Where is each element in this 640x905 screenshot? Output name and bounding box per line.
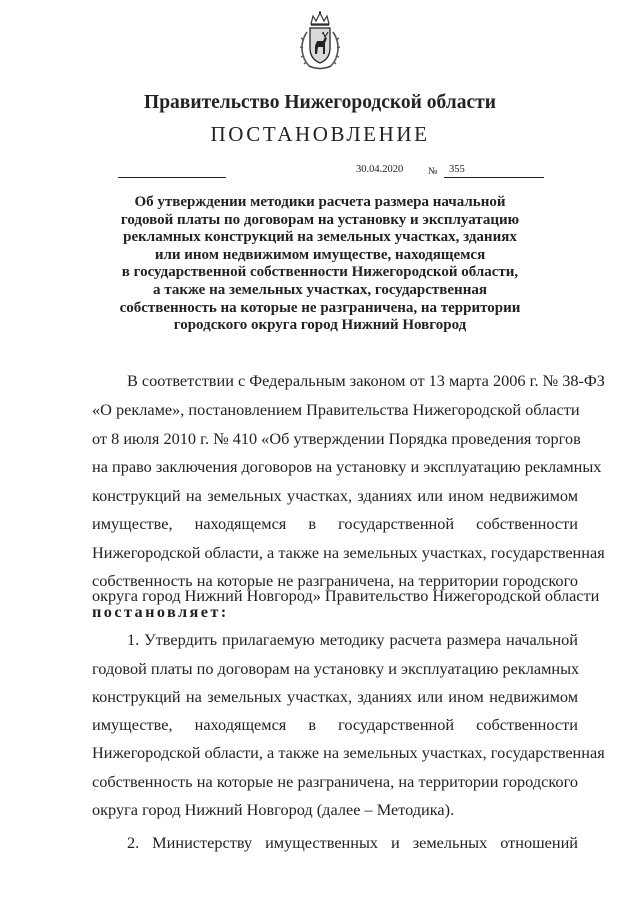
preamble-line: округа город Нижний Новгород» Правительство Нижегородской области	[92, 586, 600, 605]
item1-line: собственность на которые не разграничена, на территории городского	[92, 772, 578, 791]
preamble-line: «О рекламе», постановлением Правительства Нижегородской области	[92, 400, 580, 419]
subject-line: в государственной собственности Нижегородской области,	[121, 264, 519, 281]
subject-line: годовой платы по договорам на установку и эксплуатацию	[120, 211, 520, 228]
subject-line: собственность на которые не разграничена, на территории	[119, 299, 521, 316]
government-title: Правительство Нижегородской области	[144, 92, 496, 113]
coat-of-arms-emblem-icon	[297, 10, 343, 72]
preamble-line: имуществе, находящемся в государственной собственности	[92, 514, 578, 533]
item1-line: имуществе, находящемся в государственной собственности	[92, 715, 578, 734]
document-number: 355	[449, 164, 465, 175]
blank-field-line	[118, 177, 226, 178]
subject-line: или ином недвижимом имуществе, находящемся	[154, 246, 486, 263]
item1-line: округа город Нижний Новгород (далее – Методика).	[92, 800, 455, 819]
document-subject	[100, 194, 540, 335]
preamble-line: конструкций на земельных участках, зданиях или ином недвижимом	[92, 486, 578, 505]
item2-line: 2. Министерству имущественных и земельных отношений	[127, 833, 578, 852]
preamble-line: от 8 июля 2010 г. № 410 «Об утверждении Порядка проведения торгов	[92, 429, 581, 448]
item1-line: конструкций на земельных участках, зданиях или ином недвижимом	[92, 687, 578, 706]
subject-line: городского округа город Нижний Новгород	[173, 317, 467, 334]
item1-line: годовой платы по договорам на установку и эксплуатацию рекламных	[92, 659, 580, 678]
preamble-line: на право заключения договоров на установку и эксплуатацию рекламных	[92, 457, 602, 476]
subject-line: рекламных конструкций на земельных участках, зданиях	[123, 229, 517, 246]
number-field-line	[444, 177, 544, 178]
item1-line: 1. Утвердить прилагаемую методику расчета размера начальной	[127, 630, 578, 649]
subject-line: Об утверждении методики расчета размера начальной	[134, 194, 506, 210]
number-label: №	[428, 166, 438, 177]
item1-line: Нижегородской области, а также на земельных участках, государственная	[92, 743, 605, 762]
preamble-line: В соответствии с Федеральным законом от 13 марта 2006 г. № 38-ФЗ	[127, 371, 605, 390]
document-date: 30.04.2020	[356, 164, 404, 175]
subject-line: а также на земельных участках, государственная	[153, 281, 487, 298]
preamble-line: собственность на которые не разграничена, на территории городского	[92, 571, 578, 590]
resolve-word: постановляет:	[92, 602, 229, 621]
preamble-line: Нижегородской области, а также на земельных участках, государственная	[92, 543, 605, 562]
document-type-title: ПОСТАНОВЛЕНИЕ	[210, 122, 430, 146]
